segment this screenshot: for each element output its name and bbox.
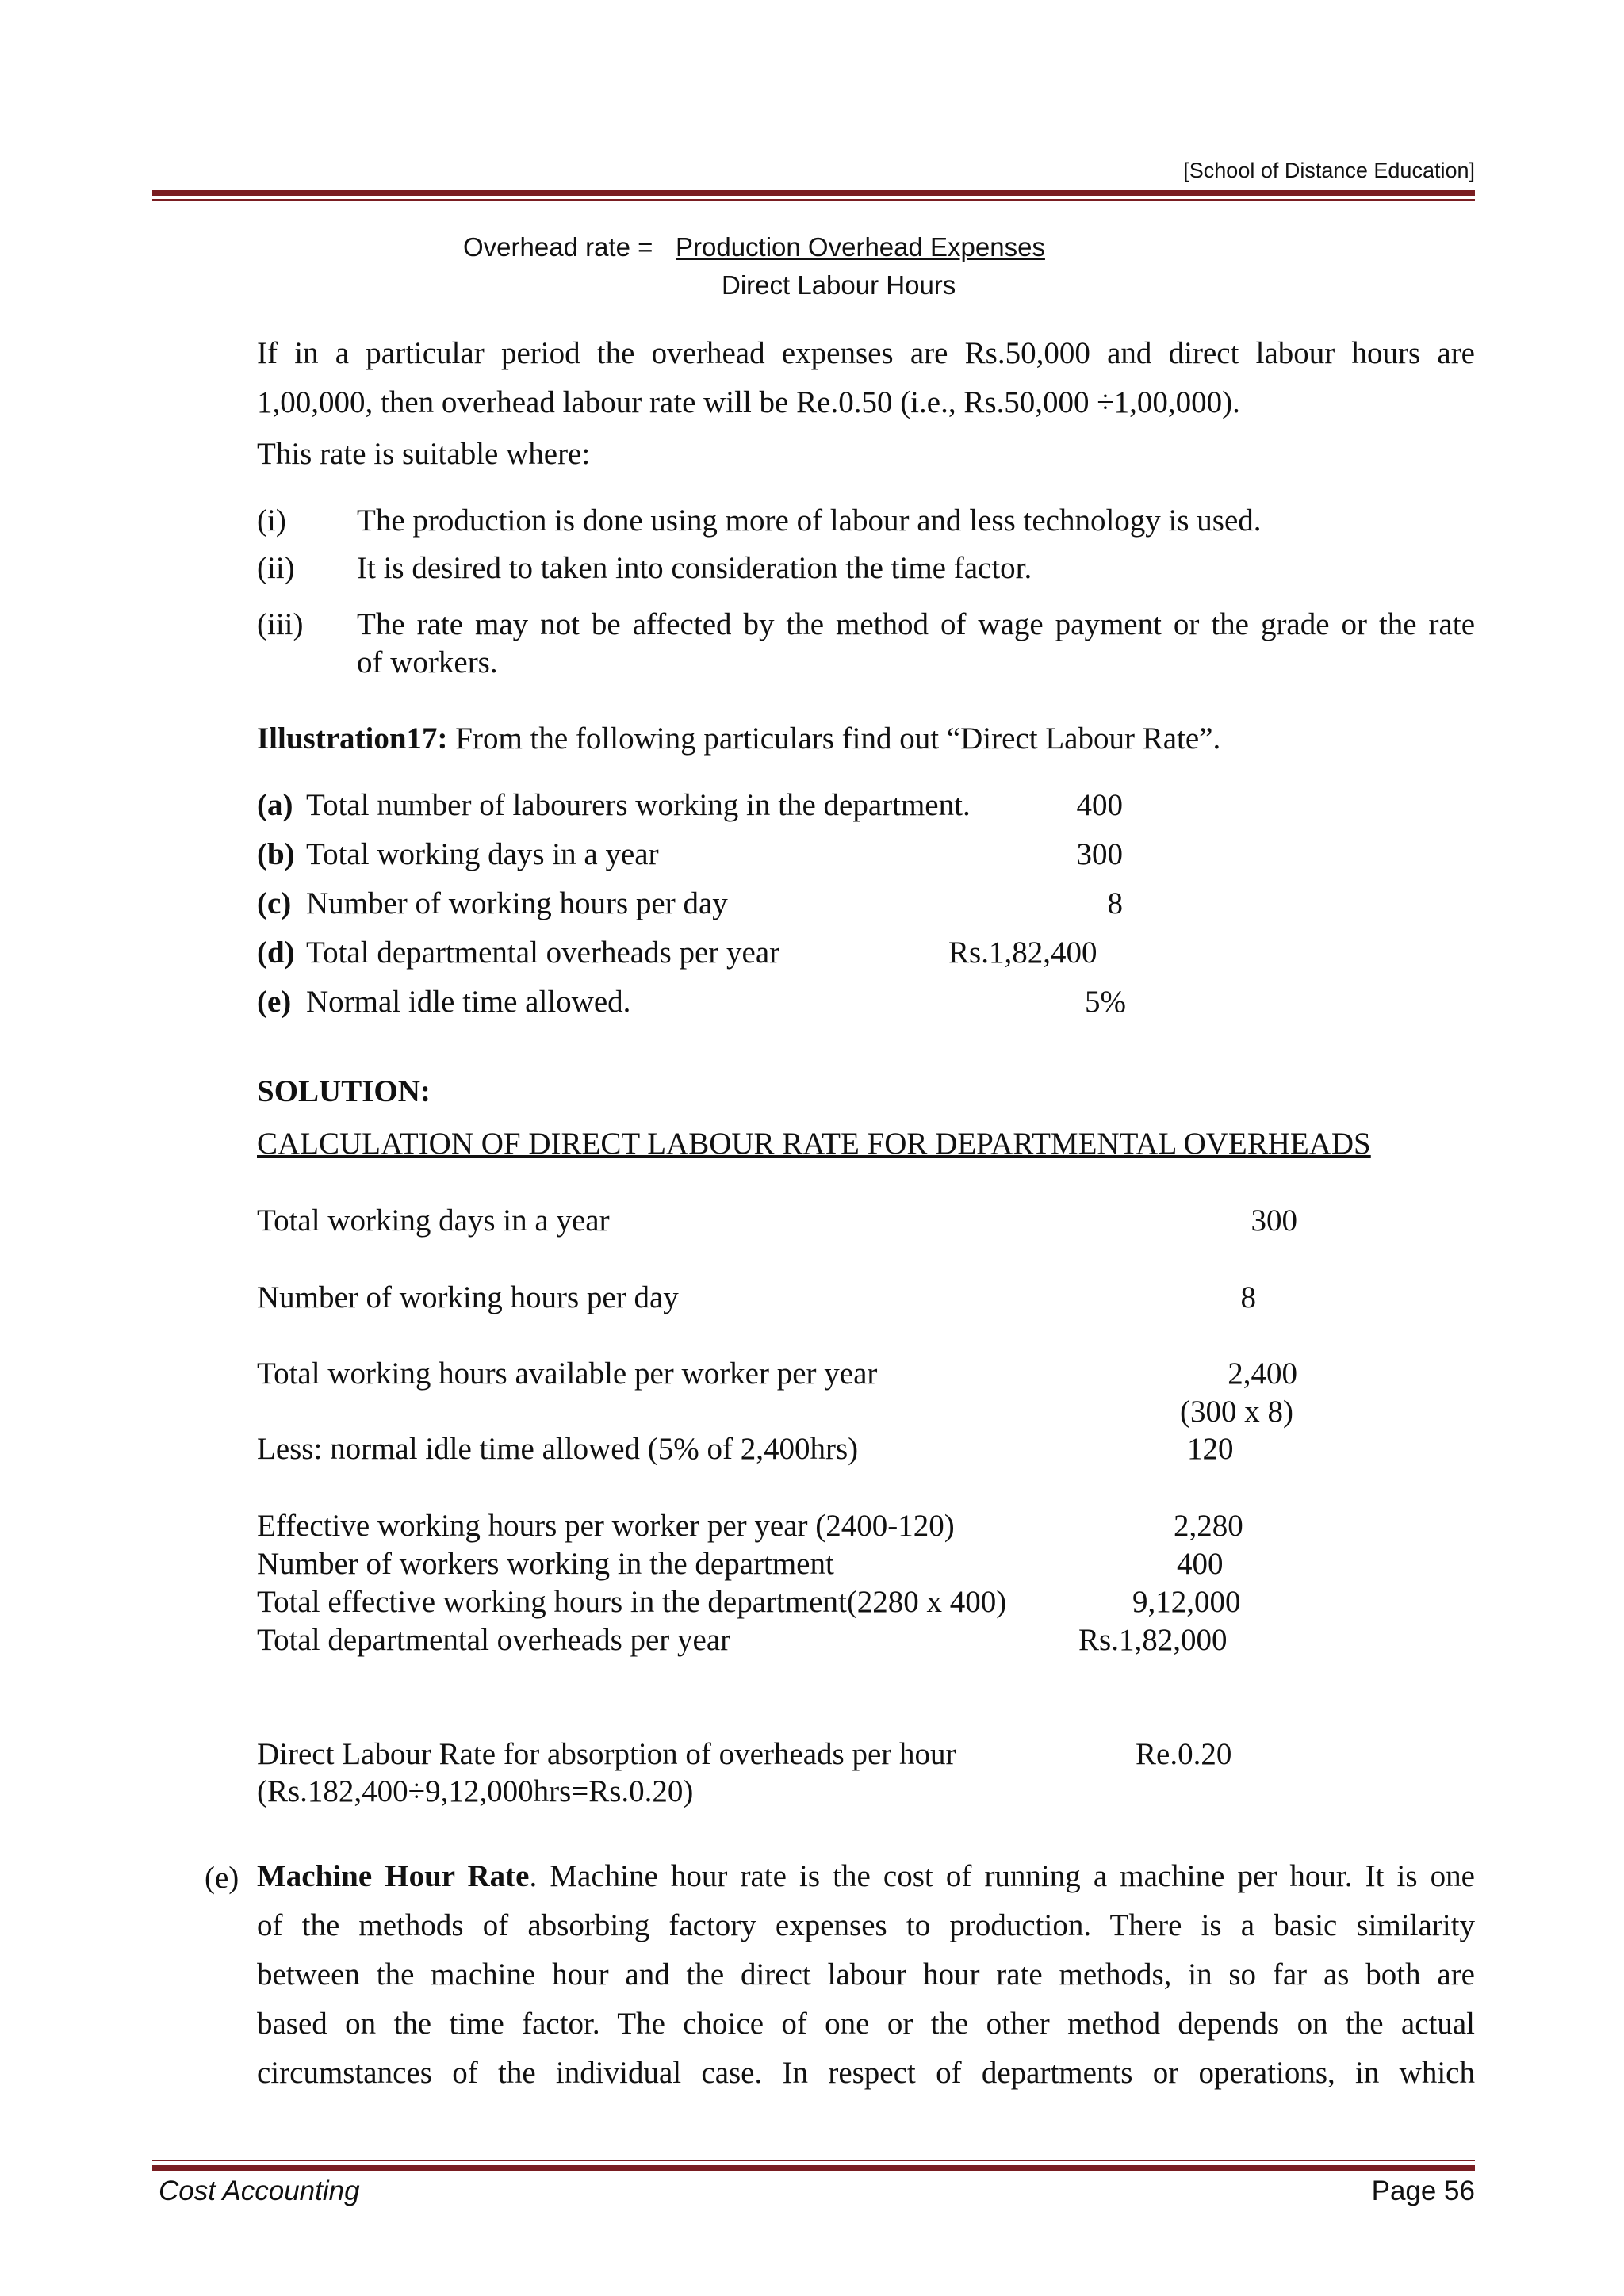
footer-rule-thick <box>152 2165 1475 2171</box>
solution-row-note: (300 x 8) <box>1180 1395 1293 1429</box>
condition-text: It is desired to taken into consideration the time factor. <box>357 551 1032 585</box>
solution-row-label: Total effective working hours in the department(2280 x 400) <box>257 1585 1007 1619</box>
particular-text: Total departmental overheads per year <box>306 936 780 970</box>
particular-text: Total working days in a year <box>306 837 659 871</box>
particular-text: Total number of labourers working in the department. <box>306 788 971 822</box>
solution-row-label: Total working days in a year <box>257 1203 610 1238</box>
intro-line-1: If in a particular period the overhead expenses are Rs.50,000 and direct labour hours are <box>257 336 1475 370</box>
solution-row-value: 2,280 <box>1174 1509 1243 1543</box>
solution-row-label: Less: normal idle time allowed (5% of 2,400hrs) <box>257 1432 859 1466</box>
solution-row-label: Total departmental overheads per year <box>257 1623 731 1657</box>
footer-course: Cost Accounting <box>159 2175 360 2206</box>
solution-row-value: Re.0.20 <box>1136 1737 1232 1771</box>
machine-hour-line-2: of the methods of absorbing factory expenses to production. There is a basic similarity <box>257 1908 1475 1942</box>
formula-numerator <box>676 232 1045 262</box>
formula-label: Overhead rate = <box>463 232 653 262</box>
solution-row-value: 300 <box>1251 1203 1297 1238</box>
machine-hour-title: Machine Hour Rate <box>257 1859 530 1893</box>
solution-row-value: 9,12,000 <box>1132 1585 1241 1619</box>
machine-hour-line-1: Machine Hour Rate. Machine hour rate is the cost of running a machine per hour. It is one <box>257 1859 1475 1893</box>
machine-hour-line-5: circumstances of the individual case. In respect of departments or operations, in which <box>257 2056 1475 2090</box>
solution-row-label: Effective working hours per worker per year (2400-120) <box>257 1509 955 1543</box>
particular-value: 400 <box>1076 788 1123 822</box>
illustration-label: Illustration17: <box>257 721 448 756</box>
particular-value: Rs.1,82,400 <box>948 936 1097 970</box>
solution-row-note: (Rs.182,400÷9,12,000hrs=Rs.0.20) <box>257 1774 694 1808</box>
condition-marker: (ii) <box>257 551 295 585</box>
solution-row-value: 8 <box>1240 1280 1256 1314</box>
particular-marker: (c) <box>257 886 292 920</box>
particular-marker: (e) <box>257 985 292 1019</box>
formula-denominator: Direct Labour Hours <box>722 270 956 300</box>
particular-marker: (d) <box>257 936 295 970</box>
particular-value: 5% <box>1085 985 1126 1019</box>
condition-marker: (iii) <box>257 607 304 641</box>
footer-page: Page 56 <box>1371 2175 1475 2206</box>
header-rule-thin <box>152 199 1475 201</box>
machine-hour-line-4: based on the time factor. The choice of one or the other method depends on the actual <box>257 2007 1475 2041</box>
solution-heading: SOLUTION: <box>257 1074 431 1108</box>
intro-line-3: This rate is suitable where: <box>257 437 591 471</box>
solution-row-label: Total working hours available per worker per year <box>257 1357 878 1391</box>
particular-value: 300 <box>1076 837 1123 871</box>
condition-text-continued: of workers. <box>357 645 498 679</box>
solution-subheading: CALCULATION OF DIRECT LABOUR RATE FOR DEPARTMENTAL OVERHEADS <box>257 1127 1371 1161</box>
machine-hour-marker: (e) <box>205 1861 239 1895</box>
machine-hour-line-3: between the machine hour and the direct labour hour rate methods, in so far as both are <box>257 1957 1475 1992</box>
header-institution: [School of Distance Education] <box>1183 159 1475 182</box>
condition-marker: (i) <box>257 503 286 538</box>
particular-text: Number of working hours per day <box>306 886 728 920</box>
solution-row-value: 400 <box>1177 1547 1224 1581</box>
intro-line-2: 1,00,000, then overhead labour rate will be Re.0.50 (i.e., Rs.50,000 ÷1,00,000). <box>257 385 1240 419</box>
solution-row-value: 120 <box>1187 1432 1234 1466</box>
particular-marker: (b) <box>257 837 295 871</box>
solution-row-label: Direct Labour Rate for absorption of overheads per hour <box>257 1737 956 1771</box>
solution-row-label: Number of workers working in the department <box>257 1547 834 1581</box>
illustration-line <box>257 721 1220 756</box>
header-rule-thick <box>152 190 1475 196</box>
particular-value: 8 <box>1107 886 1123 920</box>
machine-hour-paragraph <box>257 1852 1475 2098</box>
illustration-text: From the following particulars find out “Direct Labour Rate”. <box>447 721 1221 756</box>
formula-numerator-text: Production Overhead Expenses <box>676 232 1045 262</box>
particular-marker: (a) <box>257 788 293 822</box>
particular-text: Normal idle time allowed. <box>306 985 631 1019</box>
solution-row-value: 2,400 <box>1228 1357 1297 1391</box>
solution-row-value: Rs.1,82,000 <box>1078 1623 1228 1657</box>
intro-paragraph <box>257 329 1475 427</box>
condition-text: The rate may not be affected by the method of wage payment or the grade or the rate <box>357 607 1475 641</box>
footer-rule-thin <box>152 2160 1475 2161</box>
solution-row-label: Number of working hours per day <box>257 1280 679 1314</box>
condition-text: The production is done using more of labour and less technology is used. <box>357 503 1262 538</box>
